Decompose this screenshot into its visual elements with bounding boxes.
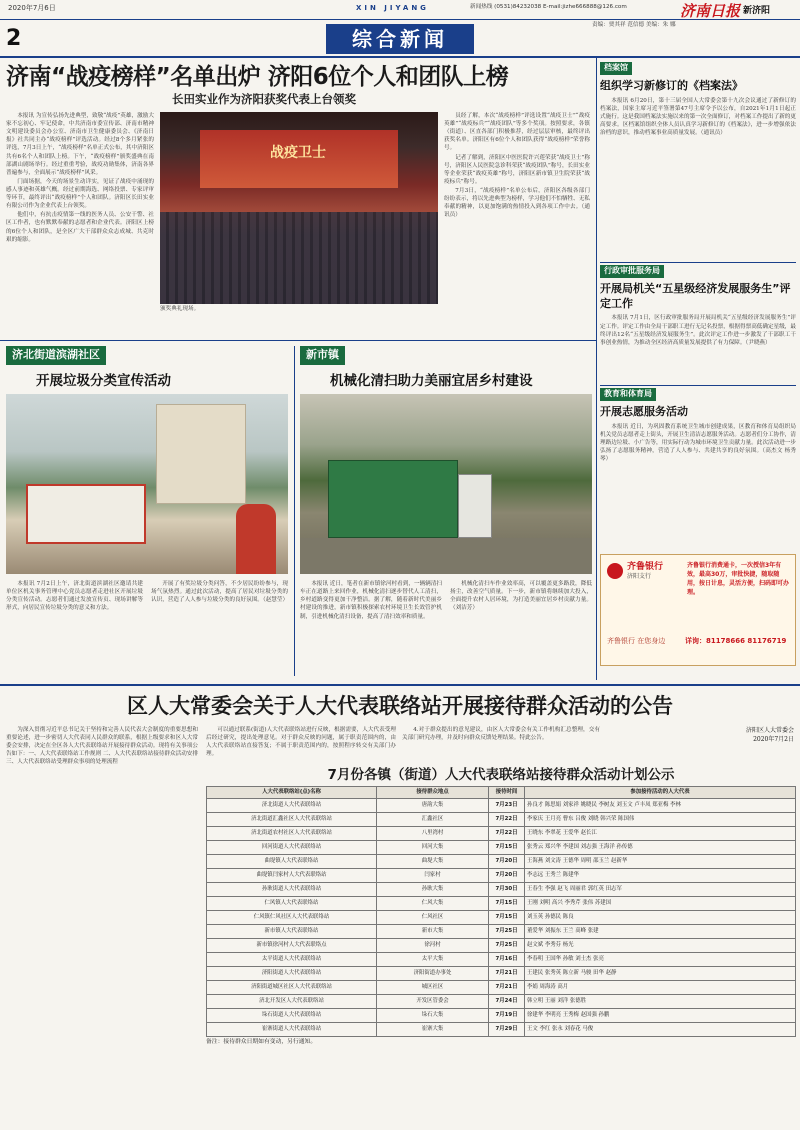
schedule-cell-station: 济北街道农村社区人大代表联络站 (207, 827, 377, 841)
schedule-cell-place: 济阳街道办事处 (377, 967, 489, 981)
schedule-row (207, 799, 796, 813)
lead-photo-caption: 颁奖典礼现场。 (160, 306, 200, 312)
community-tag: 济北街道滨湖社区 (6, 346, 106, 365)
schedule-row (207, 1009, 796, 1023)
schedule-cell-place: 唐韵大集 (377, 799, 489, 813)
schedule-row (207, 827, 796, 841)
township-tag: 新市镇 (300, 346, 345, 365)
schedule-row (207, 841, 796, 855)
schedule-cell-deputies: 王文 李红 张永 刘春花 马俊 (525, 1023, 796, 1037)
bank-slogan: 齐鲁银行 在您身边 (607, 637, 666, 645)
schedule-cell-deputies: 李志远 王秀兰 陈建华 (525, 869, 796, 883)
schedule-cell-station: 垛石街道人大代表联络站 (207, 1009, 377, 1023)
schedule-cell-station: 济北街道汇鑫社区人大代表联络站 (207, 813, 377, 827)
schedule-footnote: 备注：接待群众日期如有变动，另行通知。 (206, 1039, 317, 1045)
archive-title: 组织学习新修订的《档案法》 (600, 78, 743, 92)
lead-bottom-rule (0, 340, 596, 341)
approval-section (600, 265, 796, 383)
schedule-row (207, 995, 796, 1009)
schedule-cell-place: 新市大集 (377, 925, 489, 939)
lead-col-5-text: 记者了解到，济阳区中医医院许兴莲荣获“战疫卫士”称号，济阳区人民医院急诊科荣获“战疫团队”称号，长田实业等企业荣获“战疫英雄”称号，济阳区新市镇卫生院荣获“战疫标兵”称号。 (444, 154, 590, 185)
community-col-1 (6, 580, 143, 680)
lead-col-4 (444, 112, 590, 334)
education-body (600, 423, 796, 464)
lead-subhead: 长田实业作为济阳获奖代表上台领奖 (172, 92, 356, 106)
section-rule (0, 56, 800, 58)
bank-logo-icon (607, 563, 623, 579)
lead-photo (160, 112, 438, 304)
stage-screen-text: 战疫卫士 (270, 145, 326, 161)
bank-phone: 详询：81178666 81176719 (685, 637, 787, 645)
announcement-col-2 (206, 726, 396, 758)
schedule-cell-time: 7月16日 (489, 953, 525, 967)
township-col-2 (450, 580, 592, 680)
masthead-pinyin: XIN JIYANG (356, 4, 429, 12)
schedule-row (207, 911, 796, 925)
schedule-row (207, 813, 796, 827)
schedule-header-row (207, 787, 796, 799)
schedule-cell-deputies: 王刚 刘明 高兴 李秀芹 张伟 苏建国 (525, 897, 796, 911)
township-col-1 (300, 580, 442, 680)
schedule-row (207, 953, 796, 967)
schedule-row (207, 855, 796, 869)
schedule-row (207, 1023, 796, 1037)
education-section (600, 388, 796, 544)
schedule-cell-station: 仁风镇人大代表联络站 (207, 897, 377, 911)
archive-section (600, 62, 796, 260)
schedule-cell-place: 垛石大集 (377, 1009, 489, 1023)
lead-col-1 (6, 112, 154, 334)
lead-headline: 济南“战疫榜样”名单出炉 济阳6位个人和团队上榜 (6, 64, 509, 90)
stage-floor (160, 212, 438, 304)
schedule-cell-time: 7月25日 (489, 925, 525, 939)
schedule-cell-deputies: 李娟 周海涛 高月 (525, 981, 796, 995)
schedule-cell-station: 太平街道人大代表联络站 (207, 953, 377, 967)
bank-name: 齐鲁银行 (627, 562, 664, 572)
schedule-cell-place: 孙耿大集 (377, 883, 489, 897)
schedule-row (207, 869, 796, 883)
schedule-cell-place: 汇鑫社区 (377, 813, 489, 827)
schedule-cell-deputies: 徐建华 李明亮 王秀梅 赵国强 孙鹏 (525, 1009, 796, 1023)
announcement-col-3 (402, 726, 600, 752)
schedule-cell-place: 回河大集 (377, 841, 489, 855)
schedule-cell-time: 7月20日 (489, 855, 525, 869)
approval-tag: 行政审批服务局 (600, 265, 664, 278)
schedule-cell-place: 曲堤大集 (377, 855, 489, 869)
schedule-title: 7月份各镇（街道）人大代表联络站接待群众活动计划公示 (327, 767, 675, 783)
announcement-col-1-text: 为深入贯彻习近平总书记关于坚持和完善人民代表大会制度的重要思想和重要论述，进一步密切人大代表同人民群众的联系，根据上级要求和区人大常委会安排，决定在全区各人大代表联络站开展接待群众活动。现将有关事项公告如下：一、人大代表联络站工作规则 二、人大代表联络站接待群众活动安排 三、人大代表联络站受理群众事项的处理流程 (6, 727, 198, 766)
section-banner (326, 24, 474, 54)
schedule-row (207, 939, 796, 953)
approval-body (600, 314, 796, 346)
township-col-2-text: 机械化清扫车作业效率高，可以覆盖更多路段，降低扬尘，改善空气质量。下一步，新市镇将继续加大投入，全面提升农村人居环境，为打造美丽宜居乡村贡献力量。（刘洁芳） (450, 581, 592, 612)
approval-body-text: 本报讯 7月1日，区行政审批服务局开展局机关“五星级经济发展服务生”评定工作。评定工作由全局干部职工进行无记名投票，根据得票高低确定星级，最终评出12名“五星级经济发展服务生”。此次评定工作进一步激发了干部职工干事创业热情，为推动全区经济高质量发展提供了有力保障。（尹晓燕） (600, 315, 796, 346)
schedule-cell-deputies: 张秀云 郑兴华 李建国 刘志强 王海洋 孙传德 (525, 841, 796, 855)
schedule-cell-station: 仁风镇仁风社区人大代表联络站 (207, 911, 377, 925)
right-column (600, 62, 796, 680)
education-tag: 教育和体育局 (600, 388, 656, 401)
schedule-cell-time: 7月23日 (489, 799, 525, 813)
bank-ad[interactable] (600, 554, 796, 666)
announcement-signature: 济阳区人大常委会 (745, 727, 794, 734)
schedule-cell-deputies: 李春明 王国华 孙敏 刘士杰 张亮 (525, 953, 796, 967)
schedule-cell-deputies: 王建民 张秀英 陈立新 马骏 田华 赵静 (525, 967, 796, 981)
page-number: 2 (6, 26, 22, 51)
schedule-row (207, 897, 796, 911)
masthead-date: 2020年7月6日 (8, 4, 56, 12)
schedule-cell-time: 7月20日 (489, 869, 525, 883)
schedule-cell-time: 7月25日 (489, 939, 525, 953)
archive-body-text: 本报讯 6月20日，第十三届全国人大常委会第十九次会议通过了新修订的档案法，国家主席习近平签署第47号主席令予以公布，自2021年1月1日起正式施行。这是我国档案法实施以来的第一次全面修订，对档案工作提出了新的更高要求。区档案馆组织全体人员认真学习新修订的《档案法》，进一步增强依法治档的意识，推动档案事业高质量发展。（通讯员） (600, 97, 796, 137)
schedule-header-station: 人大代表联络站(点)名称 (207, 787, 377, 799)
schedule-cell-place: 徐河村 (377, 939, 489, 953)
schedule-cell-time: 7月15日 (489, 897, 525, 911)
bank-offer: 齐鲁银行消费通卡，一次授信3年有效，最高30万，审批快捷，随取随用，按日计息，灵活方便，扫码即可办理。 (687, 562, 790, 596)
archive-body (600, 97, 796, 138)
community-photo-board (26, 484, 146, 544)
schedule-cell-station: 济阳街道城区社区人大代表联络站 (207, 981, 377, 995)
schedule-header-place: 接待群众地点 (377, 787, 489, 799)
schedule-cell-place: 崔寨大集 (377, 1023, 489, 1037)
community-photo-person (236, 504, 276, 574)
schedule-cell-station: 崔寨街道人大代表联络站 (207, 1023, 377, 1037)
schedule-cell-station: 曲堤镇人大代表联络站 (207, 855, 377, 869)
community-photo (6, 394, 288, 574)
schedule-cell-station: 新市镇人大代表联络站 (207, 925, 377, 939)
schedule-cell-place: 太平大集 (377, 953, 489, 967)
schedule-cell-place: 开发区管委会 (377, 995, 489, 1009)
announcement-col-2-text: 可以通过联系(街道)人大代表联络站进行反映，根据需要，人大代表受理后经过研究，提出处理意见。对于群众反映的问题，属于职责范围内的，由人大代表联络站直接答复；不属于职责范围内的，按照程序转交有关部门办理。 (206, 727, 396, 758)
paper-name: 济南日报 (680, 1, 741, 20)
schedule-cell-time: 7月15日 (489, 841, 525, 855)
schedule-cell-time: 7月15日 (489, 911, 525, 925)
township-photo (300, 394, 592, 574)
announcement-top-rule (0, 684, 800, 686)
education-body-text: 本报讯 近日，为巩固教育系统卫生城市创建成果，区教育和体育局组织局机关党员志愿者走上街头，开展卫生清洁志愿服务活动。志愿者们分工协作，清理路边垃圾、小广告等，用实际行动为城市环境卫生贡献力量。此次活动进一步弘扬了志愿服务精神，营造了人人参与、共建共享的良好氛围。（高杰文 杨秀琴） (600, 423, 796, 463)
schedule-cell-deputies: 王春生 李强 赵飞 周丽君 郭红英 田志军 (525, 883, 796, 897)
community-col-2-text: 开展了有奖垃圾分类问答，不少居民纷纷参与，现场气氛热烈。通过此次活动，提高了居民对垃圾分类的认识，营造了人人参与垃圾分类的良好氛围。（赵慧莹） (151, 581, 289, 604)
schedule-cell-time: 7月24日 (489, 995, 525, 1009)
schedule-cell-station: 济阳街道人大代表联络站 (207, 967, 377, 981)
schedule-cell-deputies: 王海燕 刘文涛 王德华 周明 邵玉兰 赵新华 (525, 855, 796, 869)
schedule-table-wrap (206, 786, 796, 1047)
schedule-cell-deputies: 王晓东 李翠花 王爱华 赵长江 (525, 827, 796, 841)
paper-edition: 新济阳 (743, 5, 771, 16)
bank-logo (607, 561, 663, 581)
township-title: 机械化清扫助力美丽宜居乡村建设 (330, 372, 533, 389)
announcement-date: 2020年7月2日 (753, 736, 794, 743)
schedule-cell-deputies: 李家庆 王月亮 曹东 吕俊 刘晓 韩兴荣 陈国伟 (525, 813, 796, 827)
schedule-cell-place: 八里湾村 (377, 827, 489, 841)
education-title: 开展志愿服务活动 (600, 404, 688, 418)
community-story (6, 346, 288, 676)
schedule-cell-place: 仁风大集 (377, 897, 489, 911)
right-divider-2 (600, 385, 796, 386)
lead-col-6-text: 7月3日，“战疫榜样”名单公布后，济阳区各级各部门纷纷表示，将以先进典型为榜样，学习他们不怕牺牲、无私奉献的精神，以更加饱满的热情投入到各项工作中去。（通讯员） (444, 187, 590, 219)
schedule-cell-place: 闫家村 (377, 869, 489, 883)
schedule-cell-time: 7月21日 (489, 967, 525, 981)
schedule-row (207, 925, 796, 939)
paper-logo (680, 2, 770, 20)
schedule-cell-time: 7月29日 (489, 1023, 525, 1037)
masthead-hotline: 新闻热线 (0531)84232038 E-mail:jizhe666888@126.com (470, 4, 627, 10)
community-title: 开展垃圾分类宣传活动 (36, 372, 171, 389)
schedule-table (206, 786, 796, 1037)
schedule-cell-time: 7月21日 (489, 981, 525, 995)
masthead-editors: 责编：贾其祥 范信德 美编：朱 娜 (592, 22, 676, 28)
township-story (300, 346, 592, 676)
schedule-cell-deputies: 刘玉英 孙德民 陈良 (525, 911, 796, 925)
township-photo-truck-cab (458, 474, 492, 538)
community-col-1-text: 本报讯 7月2日上午，济北街道滨湖社区邀请共建单位区机关事务管理中心党员志愿者走进社区开展垃圾分类宣传活动。志愿者们通过发放宣传页、现场讲解等形式，向居民宣传垃圾分类的意义和方法。 (6, 581, 143, 612)
schedule-cell-place: 仁风社区 (377, 911, 489, 925)
schedule-row (207, 981, 796, 995)
schedule-cell-station: 孙耿街道人大代表联络站 (207, 883, 377, 897)
schedule-header-time: 接待时间 (489, 787, 525, 799)
right-col-divider (596, 58, 597, 680)
schedule-cell-time: 7月22日 (489, 827, 525, 841)
schedule-row (207, 883, 796, 897)
lead-col-1-text: 本报讯 为宣传弘扬先进典型，致敬“战疫”英雄，激励大家不忘初心、牢记使命，中共济南市委宣传部、济南市精神文明建设委员会办公室、济南市卫生健康委员会、《济南日报》社共同主办“战疫榜样”评选活动。经过8个多月紧张的评选，7月3日上午，“战疫榜样”名单正式公布，其中济阳区共有6名个人和团队上榜。下午，“战疫榜样”颁奖盛典在南部湖山剧场举行。经过重重考验，战疫功勋集体，济南各界普遍参与，全面展示“战疫榜样”风采。 (6, 113, 154, 176)
lead-col-2-text: 门面场据，今天的场景生动详实，见证了战疫中涌现的感人事迹和英雄气概。经过前期海选、网络投票、专家评审等环节，最终评出“战疫榜样”个人和团队。济阳区长田实业有限公司作为企业代表上台领奖。 (6, 178, 154, 210)
announcement-signature-block (610, 726, 794, 744)
schedule-cell-deputies: 孙良才 陈思娟 刘家祥 姚晓民 李树友 刘玉文 卢丰凤 郑亚梅 李林 (525, 799, 796, 813)
township-col-1-text: 本报讯 近日，笔者在新市镇徐河村看到，一辆辆清扫车正在道路上来回作业，机械化清扫逐步替代人工清扫，乡村道路变得更加干净整洁。据了解，随着新时代美丽乡村建设的推进，新市镇积极探索农村环境卫生长效管护机制，引进机械化清扫设备，提高了清扫效率和质量。 (300, 581, 442, 620)
community-photo-building (156, 404, 246, 504)
section-title: 综合新闻 (352, 26, 448, 51)
schedule-cell-station: 回河街道人大代表联络站 (207, 841, 377, 855)
schedule-cell-station: 济北开发区人大代表联络站 (207, 995, 377, 1009)
schedule-cell-station: 济北街道人大代表联络站 (207, 799, 377, 813)
right-divider-1 (600, 262, 796, 263)
approval-title: 开展局机关“五星级经济发展服务生”评定工作 (600, 281, 791, 310)
announcement-col-1 (6, 726, 198, 1126)
schedule-cell-place: 城区社区 (377, 981, 489, 995)
schedule-cell-time: 7月19日 (489, 1009, 525, 1023)
schedule-cell-time: 7月30日 (489, 883, 525, 897)
schedule-cell-deputies: 董爱华 刘振东 王兰 高峰 张建 (525, 925, 796, 939)
schedule-cell-time: 7月22日 (489, 813, 525, 827)
archive-tag: 档案馆 (600, 62, 632, 75)
schedule-cell-station: 新市镇徐河村人大代表联络点 (207, 939, 377, 953)
announcement-col-3-text: 4.对于群众提出的意见建议，由区人大常委会有关工作机构汇总整理，交有关部门研究办理，并及时向群众反馈处理结果。特此公告。 (402, 727, 600, 742)
lead-col-4-text: 员经了解，本次“战疫榜样”评选设置“战疫卫士”“战疫英雄”“战疫标兵”“战疫团队”等多个奖项。按照要求，各镇（街道）、区直各部门积极推荐，经过层层审核，最终评出获奖名单。济阳区有6位个人和团队获得“战疫榜样”荣誉称号。 (444, 113, 590, 152)
community-col-2 (151, 580, 288, 680)
announcement-title: 区人大常委会关于人大代表联络站开展接待群众活动的公告 (127, 694, 673, 718)
mid-divider (294, 346, 295, 676)
schedule-header-deputies: 参加接待活动的人大代表 (525, 787, 796, 799)
schedule-cell-station: 曲堤镇闫家村人大代表联络站 (207, 869, 377, 883)
lead-col-3-text: 他们中，有抗击疫情第一线的医务人员、公安干警、社区工作者，也有默默奉献的志愿者和企业代表。济阳区上榜的6位个人和团队，是全区广大干部群众众志成城、共克时艰的缩影。 (6, 212, 154, 243)
township-photo-road (300, 538, 592, 574)
township-photo-truck (328, 460, 458, 538)
schedule-cell-deputies: 韩立明 王丽 刘洋 张德胜 (525, 995, 796, 1009)
schedule-row (207, 967, 796, 981)
schedule-cell-deputies: 赵文斌 李秀芬 杨光 (525, 939, 796, 953)
bank-branch: 济阳支行 (627, 573, 652, 581)
